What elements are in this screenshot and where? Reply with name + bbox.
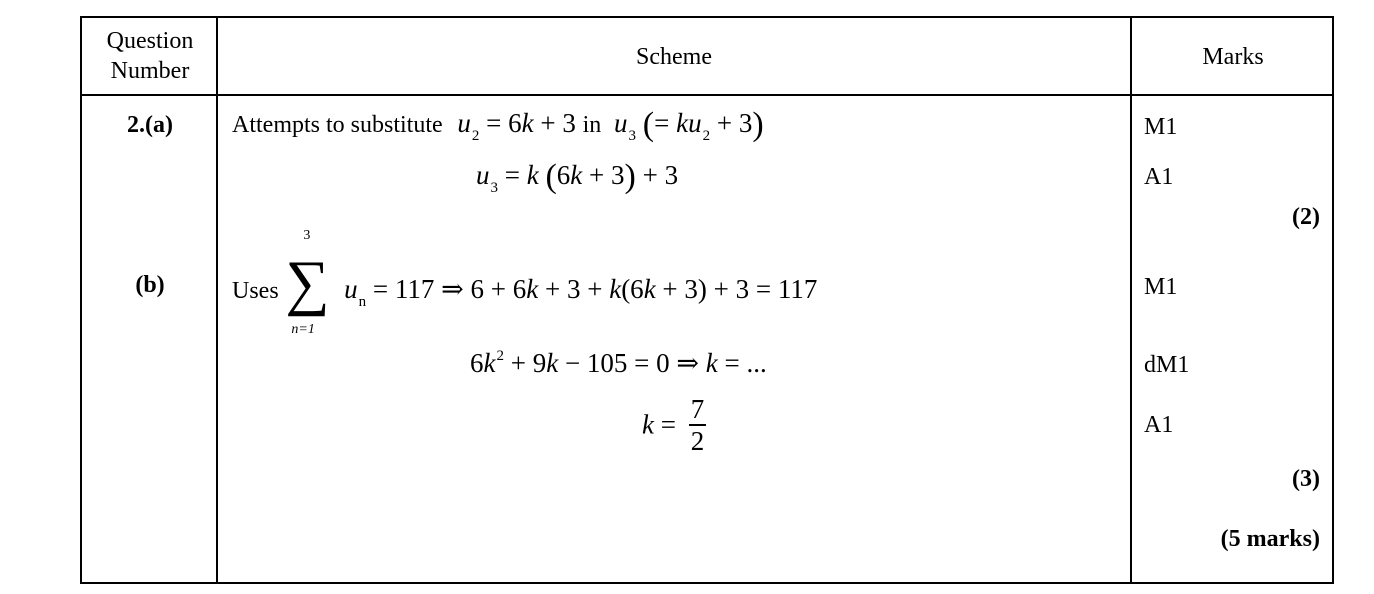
- mark-a-m1: M1: [1144, 114, 1178, 140]
- subtotal-a: (2): [1292, 204, 1320, 230]
- mark-scheme-table: [80, 16, 1334, 584]
- scheme-line-a1: Attempts to substitute $u_2 = 6k + 3$ in $u_3$ (= $ku_2 + 3$): [232, 106, 764, 144]
- header-marks: Marks: [1202, 44, 1264, 70]
- scheme-line-a2: $u_3 = k$ (6k + 3) + 3: [476, 158, 679, 196]
- header-question-number: Question Number: [106, 28, 194, 84]
- scheme-line-b3: k = $\frac{7}{2}$: [642, 394, 705, 456]
- fraction-seven-halves: $\frac{7}{2}$: [690, 394, 705, 456]
- total-marks: (5 marks): [1220, 526, 1320, 552]
- mark-b-m1: M1: [1144, 274, 1178, 300]
- mark-a-a1: A1: [1144, 164, 1174, 190]
- mark-b-dm1: dM1: [1144, 352, 1190, 378]
- column-divider-marks: [1130, 18, 1132, 582]
- scheme-line-b1: Uses ∑ 3 n=1 $u_n = 117$ ⇒ 6 + 6k + 3 + k(6k + 3) + 3 = 117: [232, 228, 818, 337]
- scheme-line-b2: $6k^2 + 9k - 105 = 0$ ⇒ k = ...: [470, 348, 767, 378]
- question-label-2a: 2.(a): [127, 112, 173, 138]
- subtotal-b: (3): [1292, 466, 1320, 492]
- header-divider: [82, 94, 1332, 96]
- column-divider-question: [216, 18, 218, 582]
- mark-b-a1: A1: [1144, 412, 1174, 438]
- summation-symbol: ∑ 3 n=1: [285, 228, 330, 337]
- header-scheme: Scheme: [636, 44, 712, 70]
- question-label-b: (b): [135, 272, 165, 298]
